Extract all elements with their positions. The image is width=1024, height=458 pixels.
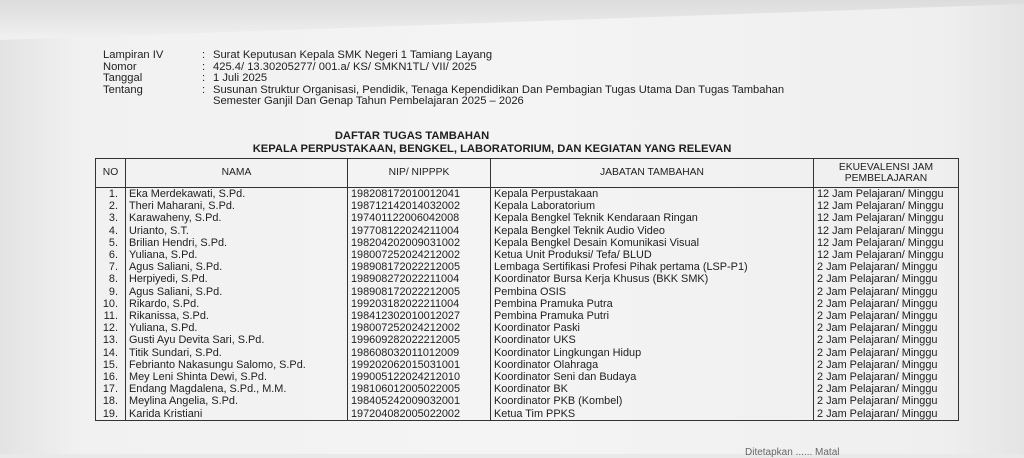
header-label: Nomor bbox=[103, 60, 137, 73]
cell-no: 4. bbox=[96, 225, 126, 237]
cell-jabatan: Kepala Bengkel Desain Komunikasi Visual bbox=[491, 237, 814, 249]
cell-jabatan: Kepala Bengkel Teknik Kendaraan Ringan bbox=[491, 212, 814, 224]
cell-no: 15. bbox=[96, 359, 126, 371]
cell-jam: 2 Jam Pelajaran/ Minggu bbox=[814, 347, 959, 359]
cell-nama: Agus Saliani, S.Pd. bbox=[126, 261, 348, 273]
document-subtitle: KEPALA PERPUSTAKAAN, BENGKEL, LABORATORIUM, DAN KEGIATAN YANG RELEVAN bbox=[252, 143, 732, 155]
cell-jabatan: Koordinator Paski bbox=[491, 322, 814, 334]
cell-nama: Gusti Ayu Devita Sari, S.Pd. bbox=[126, 334, 348, 346]
cell-nip: 198712142014032002 bbox=[348, 200, 491, 212]
cell-nip: 197204082005022002 bbox=[348, 408, 491, 421]
document-title: DAFTAR TUGAS TAMBAHAN bbox=[334, 130, 490, 142]
header-colon: : bbox=[202, 72, 206, 85]
header-label: Lampiran IV bbox=[103, 49, 164, 61]
cell-nip: 197708122024211004 bbox=[348, 225, 491, 237]
header-value: 1 Juli 2025 bbox=[213, 72, 268, 85]
cell-nip: 198908272022211004 bbox=[348, 273, 491, 285]
cell-jam: 2 Jam Pelajaran/ Minggu bbox=[814, 310, 959, 322]
cell-jam: 12 Jam Pelajaran/ Minggu bbox=[814, 212, 959, 224]
cell-no: 7. bbox=[96, 261, 126, 273]
cell-no: 9. bbox=[96, 286, 126, 298]
header-label: Tentang bbox=[103, 83, 143, 96]
cell-nama: Urianto, S.T. bbox=[126, 225, 348, 237]
cell-nama: Agus Saliani, S.Pd. bbox=[126, 286, 348, 298]
cell-nama: Karawaheny, S.Pd. bbox=[126, 212, 348, 224]
cell-jabatan: Koordinator Olahraga bbox=[491, 359, 814, 371]
cell-jam: 2 Jam Pelajaran/ Minggu bbox=[814, 286, 959, 298]
cell-jabatan: Ketua Unit Produksi/ Tefa/ BLUD bbox=[491, 249, 814, 261]
cell-jam: 2 Jam Pelajaran/ Minggu bbox=[814, 359, 959, 371]
column-header-nip: NIP/ NIPPPK bbox=[348, 159, 491, 188]
cell-jabatan: Koordinator Bursa Kerja Khusus (BKK SMK) bbox=[491, 273, 814, 285]
cell-no: 11. bbox=[96, 310, 126, 322]
cell-jabatan: Pembina OSIS bbox=[491, 286, 814, 298]
cell-no: 14. bbox=[96, 347, 126, 359]
table-row bbox=[96, 334, 959, 346]
cell-nip: 198608032011012009 bbox=[348, 347, 491, 359]
cell-nip: 198007252024212002 bbox=[348, 322, 491, 334]
cell-nama: Febrianto Nakasungu Salomo, S.Pd. bbox=[126, 359, 348, 371]
cell-nip: 198908172022212005 bbox=[348, 286, 491, 298]
cell-no: 17. bbox=[96, 383, 126, 395]
cell-jam: 2 Jam Pelajaran/ Minggu bbox=[814, 383, 959, 395]
cell-nama: Meylina Angelia, S.Pd. bbox=[126, 395, 348, 407]
cell-jam: 12 Jam Pelajaran/ Minggu bbox=[814, 237, 959, 249]
header-value: Susunan Struktur Organisasi, Pendidik, Tenaga Kependidikan Dan Pembagian Tugas Utama Dan Tugas Tambahan bbox=[213, 83, 785, 96]
header-value: Surat Keputusan Kepala SMK Negeri 1 Tamiang Layang bbox=[213, 49, 493, 61]
cell-no: 16. bbox=[96, 371, 126, 383]
cell-nama: Yuliana, S.Pd. bbox=[126, 249, 348, 261]
cell-nip: 197401122006042008 bbox=[348, 212, 491, 224]
cell-jam: 2 Jam Pelajaran/ Minggu bbox=[814, 334, 959, 346]
column-header-ekuivalensi-line1: EKUEVALENSI JAM bbox=[838, 162, 934, 173]
cell-no: 5. bbox=[96, 237, 126, 249]
cell-jabatan: Kepala Perpustakaan bbox=[491, 188, 814, 201]
column-header-nama: NAMA bbox=[126, 159, 348, 188]
cell-nama: Karida Kristiani bbox=[126, 408, 348, 421]
cell-nama: Brilian Hendri, S.Pd. bbox=[126, 237, 348, 249]
header-row-tentang-continued bbox=[103, 96, 784, 108]
cell-no: 2. bbox=[96, 200, 126, 212]
footer-partial-text: Ditetapkan ...... Matal bbox=[745, 447, 840, 458]
table-row bbox=[96, 212, 959, 224]
header-value-continued: Semester Ganjil Dan Genap Tahun Pembelajaran 2025 – 2026 bbox=[213, 95, 524, 108]
cell-nama: Rikanissa, S.Pd. bbox=[126, 310, 348, 322]
cell-nip: 199202062015031001 bbox=[348, 359, 491, 371]
cell-nama: Eka Merdekawati, S.Pd. bbox=[126, 188, 348, 201]
cell-no: 10. bbox=[96, 298, 126, 310]
cell-nama: Yuliana, S.Pd. bbox=[126, 322, 348, 334]
table-row bbox=[96, 225, 959, 237]
table-header-row bbox=[96, 159, 959, 188]
cell-jam: 2 Jam Pelajaran/ Minggu bbox=[814, 298, 959, 310]
table-row bbox=[96, 371, 959, 383]
cell-no: 19. bbox=[96, 408, 126, 421]
cell-no: 3. bbox=[96, 212, 126, 224]
cell-nip: 198908172022212005 bbox=[348, 261, 491, 273]
cell-jam: 2 Jam Pelajaran/ Minggu bbox=[814, 273, 959, 285]
table-row bbox=[96, 395, 959, 407]
table-row bbox=[96, 249, 959, 261]
header-colon: : bbox=[202, 83, 206, 96]
cell-nip: 198405242009032001 bbox=[348, 395, 491, 407]
cell-nip: 198204202009031002 bbox=[348, 237, 491, 249]
table-row bbox=[96, 188, 959, 201]
cell-nip: 198007252024212002 bbox=[348, 249, 491, 261]
header-label: Tanggal bbox=[103, 72, 143, 85]
cell-no: 12. bbox=[96, 322, 126, 334]
cell-nip: 198208172010012041 bbox=[348, 188, 491, 201]
cell-jam: 12 Jam Pelajaran/ Minggu bbox=[814, 225, 959, 237]
cell-nip: 199005122024212010 bbox=[348, 371, 491, 383]
cell-jabatan: Koordinator PKB (Kombel) bbox=[491, 395, 814, 407]
table-row bbox=[96, 359, 959, 371]
cell-no: 18. bbox=[96, 395, 126, 407]
header-colon: : bbox=[202, 60, 206, 73]
table-row bbox=[96, 200, 959, 212]
cell-nip: 199609282022212005 bbox=[348, 334, 491, 346]
cell-jam: 2 Jam Pelajaran/ Minggu bbox=[814, 371, 959, 383]
cell-jam: 2 Jam Pelajaran/ Minggu bbox=[814, 322, 959, 334]
column-header-ekuivalensi bbox=[814, 159, 959, 188]
cell-no: 13. bbox=[96, 334, 126, 346]
table-row bbox=[96, 408, 959, 421]
table-row bbox=[96, 383, 959, 395]
column-header-ekuivalensi-line2: PEMBELAJARAN bbox=[844, 173, 928, 184]
cell-nama: Titik Sundari, S.Pd. bbox=[126, 347, 348, 359]
cell-nip: 198412302010012027 bbox=[348, 310, 491, 322]
cell-jam: 12 Jam Pelajaran/ Minggu bbox=[814, 200, 959, 212]
table-row bbox=[96, 298, 959, 310]
cell-no: 6. bbox=[96, 249, 126, 261]
header-value: 425.4/ 13.30205277/ 001.a/ KS/ SMKN1TL/ VII/ 2025 bbox=[213, 60, 477, 73]
table-row bbox=[96, 273, 959, 285]
table-row bbox=[96, 261, 959, 273]
cell-jabatan: Koordinator UKS bbox=[491, 334, 814, 346]
cell-nama: Mey Leni Shinta Dewi, S.Pd. bbox=[126, 371, 348, 383]
cell-jam: 12 Jam Pelajaran/ Minggu bbox=[814, 188, 959, 201]
assignment-table bbox=[95, 158, 959, 421]
cell-nama: Rikardo, S.Pd. bbox=[126, 298, 348, 310]
cell-jabatan: Pembina Pramuka Putra bbox=[491, 298, 814, 310]
cell-no: 8. bbox=[96, 273, 126, 285]
cell-jabatan: Koordinator Lingkungan Hidup bbox=[491, 347, 814, 359]
cell-jabatan: Kepala Bengkel Teknik Audio Video bbox=[491, 225, 814, 237]
column-header-jabatan: JABATAN TAMBAHAN bbox=[491, 159, 814, 188]
cell-nip: 198106012005022005 bbox=[348, 383, 491, 395]
header-row-nomor bbox=[103, 62, 784, 74]
cell-nip: 199203182022211004 bbox=[348, 298, 491, 310]
cell-jabatan: Pembina Pramuka Putri bbox=[491, 310, 814, 322]
document-header bbox=[103, 50, 784, 108]
cell-no: 1. bbox=[96, 188, 126, 201]
cell-jam: 12 Jam Pelajaran/ Minggu bbox=[814, 249, 959, 261]
table-row bbox=[96, 237, 959, 249]
cell-jam: 2 Jam Pelajaran/ Minggu bbox=[814, 261, 959, 273]
cell-jabatan: Kepala Laboratorium bbox=[491, 200, 814, 212]
header-row-lampiran bbox=[103, 50, 784, 62]
cell-jabatan: Ketua Tim PPKS bbox=[491, 408, 814, 421]
cell-jam: 2 Jam Pelajaran/ Minggu bbox=[814, 408, 959, 421]
cell-jabatan: Koordinator BK bbox=[491, 383, 814, 395]
header-colon: : bbox=[202, 49, 206, 61]
column-header-no: NO bbox=[96, 159, 126, 188]
cell-nama: Theri Maharani, S.Pd. bbox=[126, 200, 348, 212]
cell-nama: Herpiyedi, S.Pd. bbox=[126, 273, 348, 285]
table-row bbox=[96, 286, 959, 298]
table-row bbox=[96, 310, 959, 322]
table-row bbox=[96, 347, 959, 359]
table-row bbox=[96, 322, 959, 334]
cell-jam: 2 Jam Pelajaran/ Minggu bbox=[814, 395, 959, 407]
cell-jabatan: Lembaga Sertifikasi Profesi Pihak pertama (LSP-P1) bbox=[491, 261, 814, 273]
cell-jabatan: Koordinator Seni dan Budaya bbox=[491, 371, 814, 383]
cell-nama: Endang Magdalena, S.Pd., M.M. bbox=[126, 383, 348, 395]
